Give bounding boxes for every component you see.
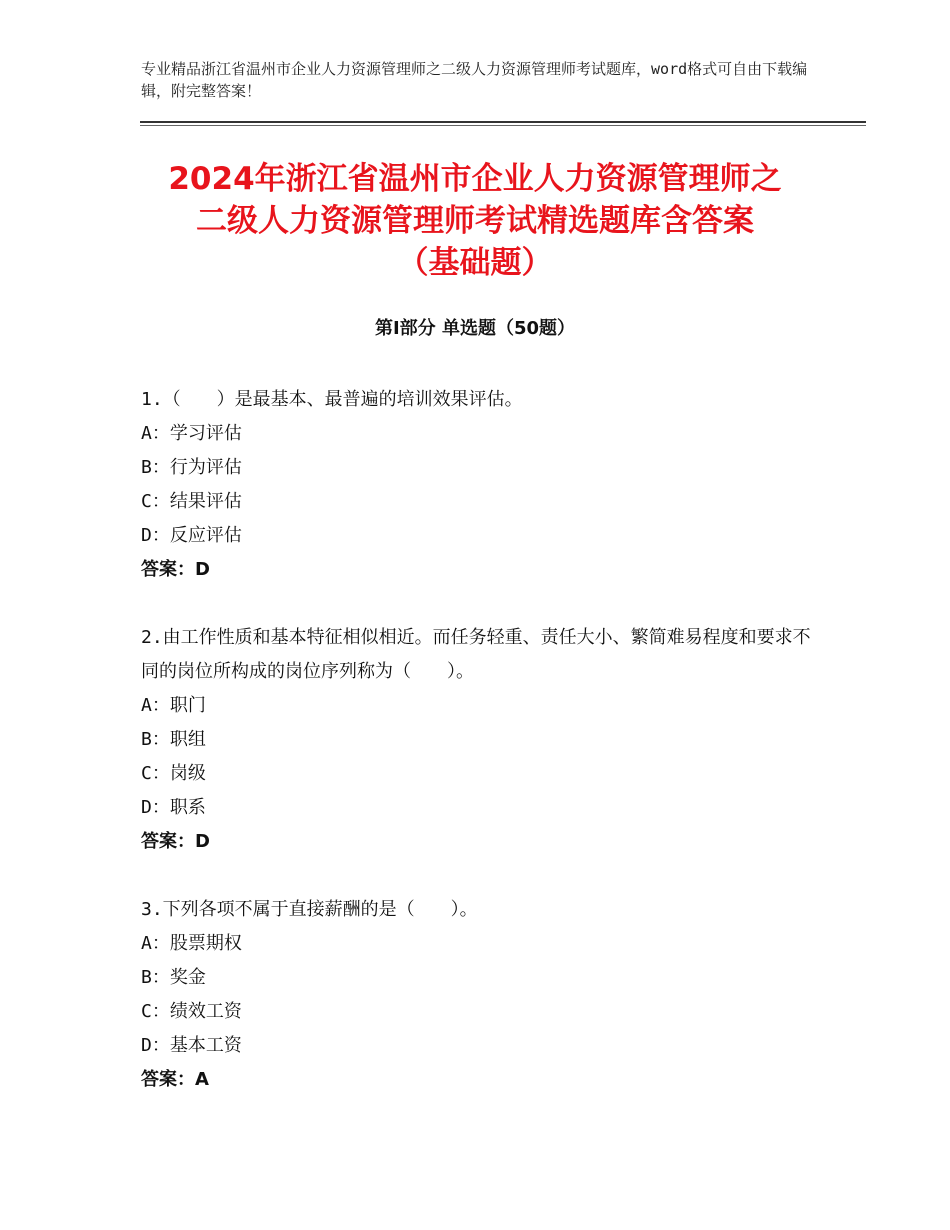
document-title-line: 2024年浙江省温州市企业人力资源管理师之 xyxy=(168,161,782,197)
question-list xyxy=(141,383,821,1131)
question-option: D：职系 xyxy=(141,797,206,818)
question-option: A：学习评估 xyxy=(141,423,242,444)
header-note: 专业精品浙江省温州市企业人力资源管理师之二级人力资源管理师考试题库，word格式可自由下载编辑，附完整答案！ xyxy=(141,60,808,100)
question-answer: 答案：D xyxy=(141,831,210,852)
question-option: B：职组 xyxy=(141,729,206,750)
question-option: A：职门 xyxy=(141,695,206,716)
section-title: 第Ⅰ部分 单选题（50题） xyxy=(374,318,575,339)
question-option: A：股票期权 xyxy=(141,933,242,954)
question-item xyxy=(141,621,821,859)
question-option: C：结果评估 xyxy=(141,491,242,512)
question-option: D：基本工资 xyxy=(141,1035,242,1056)
question-item xyxy=(141,893,821,1097)
document-title-line: （基础题） xyxy=(397,245,553,281)
question-option: C：绩效工资 xyxy=(141,1001,242,1022)
question-option: D：反应评估 xyxy=(141,525,242,546)
question-stem: 1.（ ）是最基本、最普遍的培训效果评估。 xyxy=(141,389,523,410)
question-answer: 答案：A xyxy=(141,1069,209,1090)
document-title-line: 二级人力资源管理师考试精选题库含答案 xyxy=(196,203,754,239)
question-stem: 3.下列各项不属于直接薪酬的是（ ）。 xyxy=(141,899,478,920)
header-divider-thick xyxy=(140,121,866,123)
header-divider-thin xyxy=(140,125,866,126)
question-answer: 答案：D xyxy=(141,559,210,580)
document-title xyxy=(110,158,840,284)
question-option: C：岗级 xyxy=(141,763,206,784)
question-option: B：行为评估 xyxy=(141,457,242,478)
question-stem: 2.由工作性质和基本特征相似相近。而任务轻重、责任大小、繁简难易程度和要求不同的岗位所构成的岗位序列称为（ ）。 xyxy=(141,627,811,682)
question-option: B：奖金 xyxy=(141,967,206,988)
question-item xyxy=(141,383,821,587)
